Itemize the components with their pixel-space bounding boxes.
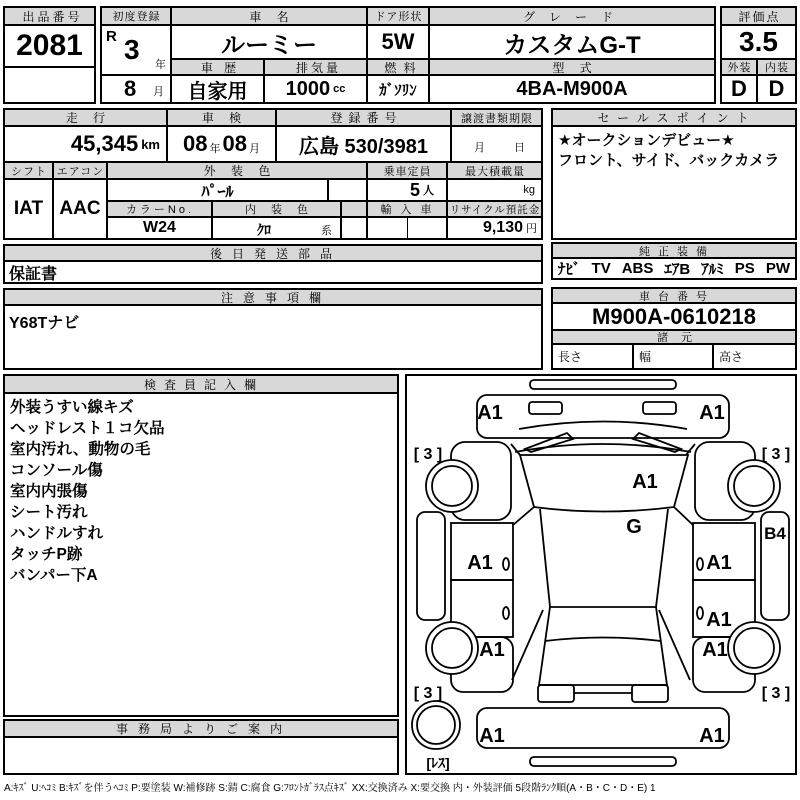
inspector-box (3, 374, 399, 717)
capacity-label: 乗車定員 (368, 163, 448, 180)
recycle-label: リサイクル預託金 (448, 202, 541, 218)
capacity-cell (368, 180, 448, 202)
sales-point-label: セールスポイント (553, 110, 795, 127)
shaken-year: 08 (183, 131, 208, 156)
lot-value: 2081 (5, 26, 94, 68)
year-unit: 年 (155, 59, 166, 71)
windshield (520, 455, 688, 512)
inspector-note: 室内汚れ、動物の毛 (10, 441, 151, 458)
car-name-label: 車 名 (172, 8, 368, 26)
hood-line (519, 422, 687, 430)
empty-header-cell (342, 202, 368, 218)
aircon-label: エアコン (54, 163, 108, 180)
empty-cell (5, 68, 94, 102)
equipment-items (553, 259, 795, 278)
month-unit: 月 (153, 86, 164, 98)
damage-mark: A1 (632, 471, 658, 493)
c-pillar-lines (512, 610, 690, 680)
spec-height-label: 高さ (719, 350, 744, 364)
capacity-value: 5 (409, 180, 420, 200)
int-color-label: 内 装 色 (213, 202, 342, 218)
rear-wheel-left (426, 622, 478, 674)
damage-mark: A1 (699, 725, 725, 747)
model-value: 4BA-M900A (516, 77, 628, 100)
damage-mark: A1 (699, 402, 725, 424)
reg-year: 3 (124, 34, 140, 65)
inspector-note: ヘッドレスト１コ欠品 (10, 420, 165, 437)
ext-color-value: ﾊﾟｰﾙ (108, 180, 329, 202)
first-reg-year-cell (102, 26, 172, 76)
inspector-note: 室内内張傷 (10, 483, 88, 500)
equipment-label: 純正装備 (553, 244, 795, 259)
sales-point-content (553, 127, 795, 238)
damage-code-legend: A:ｷｽﾞ U:ﾍｺﾐ B:ｷｽﾞを伴うﾍｺﾐ P:要塗装 W:補修跡 S:錆 C:腐食 G:ﾌﾛﾝﾄｶﾞﾗｽ点ｷｽﾞ XX:交換済み X:要交換 内・外装評価 5段階ﾗﾝｸ順(A・B・C・D・E) 1 (4, 783, 656, 794)
header-table (100, 6, 716, 104)
score-label: 評価点 (722, 8, 795, 26)
damage-mark: A1 (477, 402, 503, 424)
notes-value: Y68Tナビ (9, 315, 80, 332)
plate-label: 登録番号 (277, 110, 452, 127)
empty-cell (408, 218, 448, 238)
shift-value: IAT (5, 180, 54, 238)
spec-width-label: 幅 (634, 345, 714, 368)
mileage-unit: km (141, 136, 160, 152)
reg-month: 8 (124, 76, 137, 101)
notes-label: 注意事項欄 (5, 290, 541, 306)
shift-label: シフト (5, 163, 54, 180)
damage-mark: [ 3 ] (761, 685, 791, 702)
inspector-label: 検査員記入欄 (5, 376, 397, 394)
chassis-label: 車台番号 (553, 289, 795, 304)
history-value: 自家用 (172, 76, 265, 102)
damage-mark: A1 (706, 552, 732, 574)
int-color-suffix: 系 (321, 225, 332, 237)
era-code: R (106, 28, 117, 45)
front-wheel-right (728, 460, 780, 512)
damage-mark: [ 3 ] (413, 446, 443, 463)
model-label: 型 式 (430, 60, 714, 76)
displacement-unit: cc (333, 83, 346, 95)
import-label: 輸 入 車 (368, 202, 448, 218)
door-handle (503, 607, 509, 619)
inspector-note: タッチP跡 (10, 546, 83, 563)
transfer-day-unit: 日 (514, 142, 525, 154)
door-handle (697, 607, 703, 619)
rear-bottom-strip (530, 757, 676, 766)
headlight-right (643, 402, 676, 414)
damage-mark: A1 (467, 552, 493, 574)
empty-cell (329, 180, 368, 202)
exterior-label: 外装 (722, 60, 758, 76)
lot-box (3, 6, 96, 104)
aircon-value: AAC (54, 180, 108, 238)
mileage-cell (5, 127, 168, 163)
damage-mark: G (626, 516, 642, 538)
specs-label: 諸 元 (553, 331, 795, 345)
shaken-year-unit: 年 (209, 143, 221, 155)
front-top-strip (530, 380, 676, 389)
chassis-box (551, 287, 797, 370)
inspector-note: 外装うすい線キズ (10, 399, 134, 416)
max-load-cell: kg (448, 180, 541, 202)
transfer-label: 譲渡書類期限 (452, 110, 541, 127)
sales-point-line1: ★オークションデビュー★ (558, 132, 735, 149)
equipment-item: ABS (621, 260, 654, 277)
color-no-label: カラーNo. (108, 202, 213, 218)
later-parts-value: 保証書 (9, 265, 58, 282)
transfer-month-unit: 月 (474, 142, 485, 154)
mileage-value: 45,345 (70, 131, 139, 156)
mileage-label: 走 行 (5, 110, 168, 127)
side-sill-left (417, 512, 445, 620)
displacement-label: 排気量 (265, 60, 368, 76)
headlight-left (529, 402, 562, 414)
tail-light-left (538, 685, 574, 702)
exterior-grade: D (722, 76, 758, 102)
recycle-value: 9,130 (482, 219, 523, 236)
interior-grade: D (768, 76, 785, 101)
office-content (5, 738, 397, 773)
inspector-notes (5, 394, 397, 715)
color-no-value: W24 (108, 218, 213, 238)
office-box (3, 719, 399, 775)
damage-mark: [ 3 ] (761, 446, 791, 463)
damage-mark: A1 (702, 639, 728, 661)
damage-mark: B4 (764, 524, 786, 543)
first-reg-month-cell (102, 76, 172, 102)
rear-window (539, 607, 667, 685)
displacement-value-cell (265, 76, 368, 102)
shaken-label: 車 検 (168, 110, 277, 127)
lot-label: 出品番号 (5, 8, 94, 26)
inspector-note: コンソール傷 (10, 462, 103, 479)
damage-mark: A1 (706, 609, 732, 631)
diagram-box (405, 374, 797, 775)
equipment-item: TV (591, 260, 611, 277)
rear-bumper (477, 708, 729, 748)
equipment-item: ｴｱB (664, 261, 691, 278)
fuel-value: ｶﾞｿﾘﾝ (368, 76, 430, 102)
front-bumper (477, 395, 729, 438)
shaken-cell (168, 127, 277, 163)
recycle-cell (448, 218, 541, 238)
equipment-item: ｱﾙﾐ (701, 261, 724, 278)
capacity-unit: 人 (423, 185, 434, 197)
damage-mark: A1 (479, 639, 505, 661)
plate-value: 広島 530/3981 (277, 127, 452, 163)
inspector-note: ハンドルすれ (10, 525, 104, 542)
interior-label: 内装 (758, 60, 795, 76)
registration-table (3, 108, 543, 240)
empty-cell (368, 218, 408, 238)
history-label: 車 歴 (172, 60, 265, 76)
displacement-value: 1000 (285, 77, 331, 100)
score-box (720, 6, 797, 104)
shaken-month-unit: 月 (248, 143, 260, 155)
car-diagram (407, 376, 795, 773)
empty-cell (342, 218, 368, 238)
door-handle (697, 558, 703, 570)
rear-wheel-right (728, 622, 780, 674)
later-parts-label: 後日発送部品 (5, 246, 541, 262)
later-parts-box (3, 244, 543, 284)
spec-length-label: 長さ (553, 345, 634, 368)
first-reg-label: 初度登録 (102, 8, 172, 26)
door-label: ドア形状 (368, 8, 430, 26)
office-label: 事務局よりご案内 (5, 721, 397, 738)
equipment-item: ﾅﾋﾞ (558, 261, 581, 278)
equipment-item: PW (765, 260, 790, 277)
shaken-month: 08 (222, 131, 247, 156)
recycle-unit: 円 (526, 223, 537, 235)
chassis-value: M900A-0610218 (553, 304, 795, 331)
max-load-label: 最大積載量 (448, 163, 541, 180)
ext-color-label: 外 装 色 (108, 163, 368, 180)
fuel-label: 燃 料 (368, 60, 430, 76)
inspector-note: バンパー下A (10, 567, 98, 584)
spare-label: [ﾚｽ] (426, 755, 450, 771)
sales-point-box (551, 108, 797, 240)
rear-window-line (545, 638, 661, 642)
score-value: 3.5 (722, 26, 795, 60)
front-wheel-left (426, 460, 478, 512)
damage-mark: [ 3 ] (413, 685, 443, 702)
damage-mark: A1 (479, 725, 505, 747)
sales-point-line2: フロント、サイド、バックカメラ (558, 152, 780, 169)
equipment-item: PS (734, 260, 755, 277)
int-color-value: ｸﾛ (257, 222, 271, 238)
spare-tire (412, 701, 460, 749)
inspector-note: シート汚れ (10, 504, 88, 521)
grade-value: カスタムG-T (430, 26, 714, 60)
door-handle (503, 558, 509, 570)
equipment-box (551, 242, 797, 280)
car-name-value: ルーミー (172, 26, 368, 60)
grade-label: グレード (430, 8, 714, 26)
door-value: 5W (368, 26, 430, 60)
int-color-cell (213, 218, 342, 238)
notes-box (3, 288, 543, 370)
transfer-cell (452, 127, 541, 163)
roof-edges (540, 509, 668, 607)
tail-light-right (632, 685, 668, 702)
